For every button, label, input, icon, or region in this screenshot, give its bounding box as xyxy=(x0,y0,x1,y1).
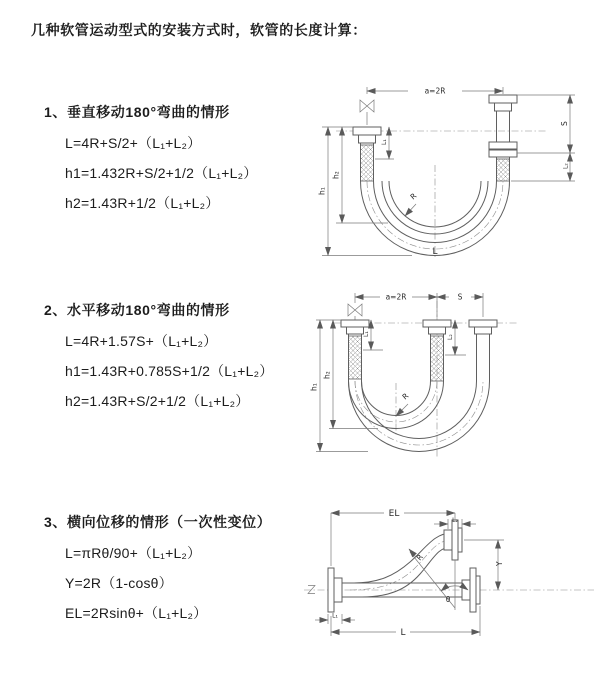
dim-label-radius: R xyxy=(414,552,425,563)
dim-label-a2r: a=2R xyxy=(424,86,446,96)
dim-label-theta: θ xyxy=(445,595,451,604)
right-pipe-assembly xyxy=(469,320,497,381)
dim-label-h2: h₂ xyxy=(331,171,341,179)
formula-line: h2=1.43R+1/2（L₁+L₂） xyxy=(65,195,220,211)
section-2-heading: 2、水平移动180°弯曲的情形 xyxy=(44,302,230,318)
formula-line: L=4R+1.57S+（L₁+L₂） xyxy=(65,333,218,349)
dim-left-heights xyxy=(310,320,379,452)
dim-label-l1: L₁ xyxy=(332,612,338,620)
diagram-horizontal-180-bend xyxy=(308,283,600,463)
section-3-heading: 3、横向位移的情形（一次性变位） xyxy=(44,514,272,530)
valve-icon xyxy=(360,100,374,125)
dim-label-radius: R xyxy=(408,191,419,202)
right-pipe-assembly xyxy=(489,95,517,181)
dim-label-l: L xyxy=(400,628,406,638)
right-lower-flange xyxy=(462,568,480,612)
section-1 xyxy=(44,102,257,218)
diagram-lateral-displacement xyxy=(298,500,600,650)
dim-label-l1: L₁ xyxy=(381,139,388,145)
dim-label-y: Y xyxy=(495,561,504,566)
formula-line: EL=2Rsinθ+（L₁+L₂） xyxy=(65,605,208,621)
right-upper-flange xyxy=(444,520,462,560)
left-pipe-assembly xyxy=(341,320,369,381)
dim-label-a2r: a=2R xyxy=(385,292,407,302)
dim-top-a2r xyxy=(367,87,503,96)
formula-line: Y=2R（1-cosθ） xyxy=(65,575,173,591)
dim-label-el: EL xyxy=(388,509,400,519)
formula-line: h1=1.43R+0.785S+1/2（L₁+L₂） xyxy=(65,363,274,379)
formula-line: L=4R+S/2+（L₁+L₂） xyxy=(65,135,202,151)
dim-label-l2: L₂ xyxy=(452,517,458,524)
radius-callout xyxy=(405,191,418,216)
dim-label-l2: L₂ xyxy=(447,334,454,340)
formula-line: h2=1.43R+S/2+1/2（L₁+L₂） xyxy=(65,393,250,409)
valve-icon xyxy=(348,304,362,320)
formula-line: h1=1.432R+S/2+1/2（L₁+L₂） xyxy=(65,165,258,181)
hose-u-bend-displaced xyxy=(349,381,490,451)
diagram-vertical-180-bend xyxy=(312,73,600,258)
dim-label-s: S xyxy=(457,292,463,302)
section-2 xyxy=(44,300,273,416)
dim-label-l2: L₂ xyxy=(562,163,570,169)
section-1-heading: 1、垂直移动180°弯曲的情形 xyxy=(44,104,230,120)
dim-label-h2: h₂ xyxy=(322,371,332,379)
left-flange xyxy=(328,568,342,612)
dim-l xyxy=(331,606,480,638)
dim-label-h1: h₁ xyxy=(309,383,319,391)
middle-pipe-assembly xyxy=(423,320,451,381)
dim-l1 xyxy=(315,613,355,625)
formula-line: L=πRθ/90+（L₁+L₂） xyxy=(65,545,202,561)
dim-top-a2r xyxy=(355,293,483,318)
left-pipe-assembly xyxy=(353,127,381,181)
centerline-break-mark xyxy=(308,586,315,594)
dim-label-s: S xyxy=(560,121,569,126)
dim-label-h1: h₁ xyxy=(317,187,327,195)
dim-right-s-l2 xyxy=(511,95,575,181)
dim-label-length: L xyxy=(432,247,438,257)
section-3 xyxy=(44,512,271,628)
dim-label-radius: R xyxy=(400,391,411,402)
radius-callout xyxy=(396,391,410,416)
page-title: 几种软管运动型式的安装方式时，软管的长度计算： xyxy=(31,22,367,38)
dim-label-l1: L₁ xyxy=(363,331,370,337)
hose-s-curve-displaced xyxy=(350,533,452,597)
